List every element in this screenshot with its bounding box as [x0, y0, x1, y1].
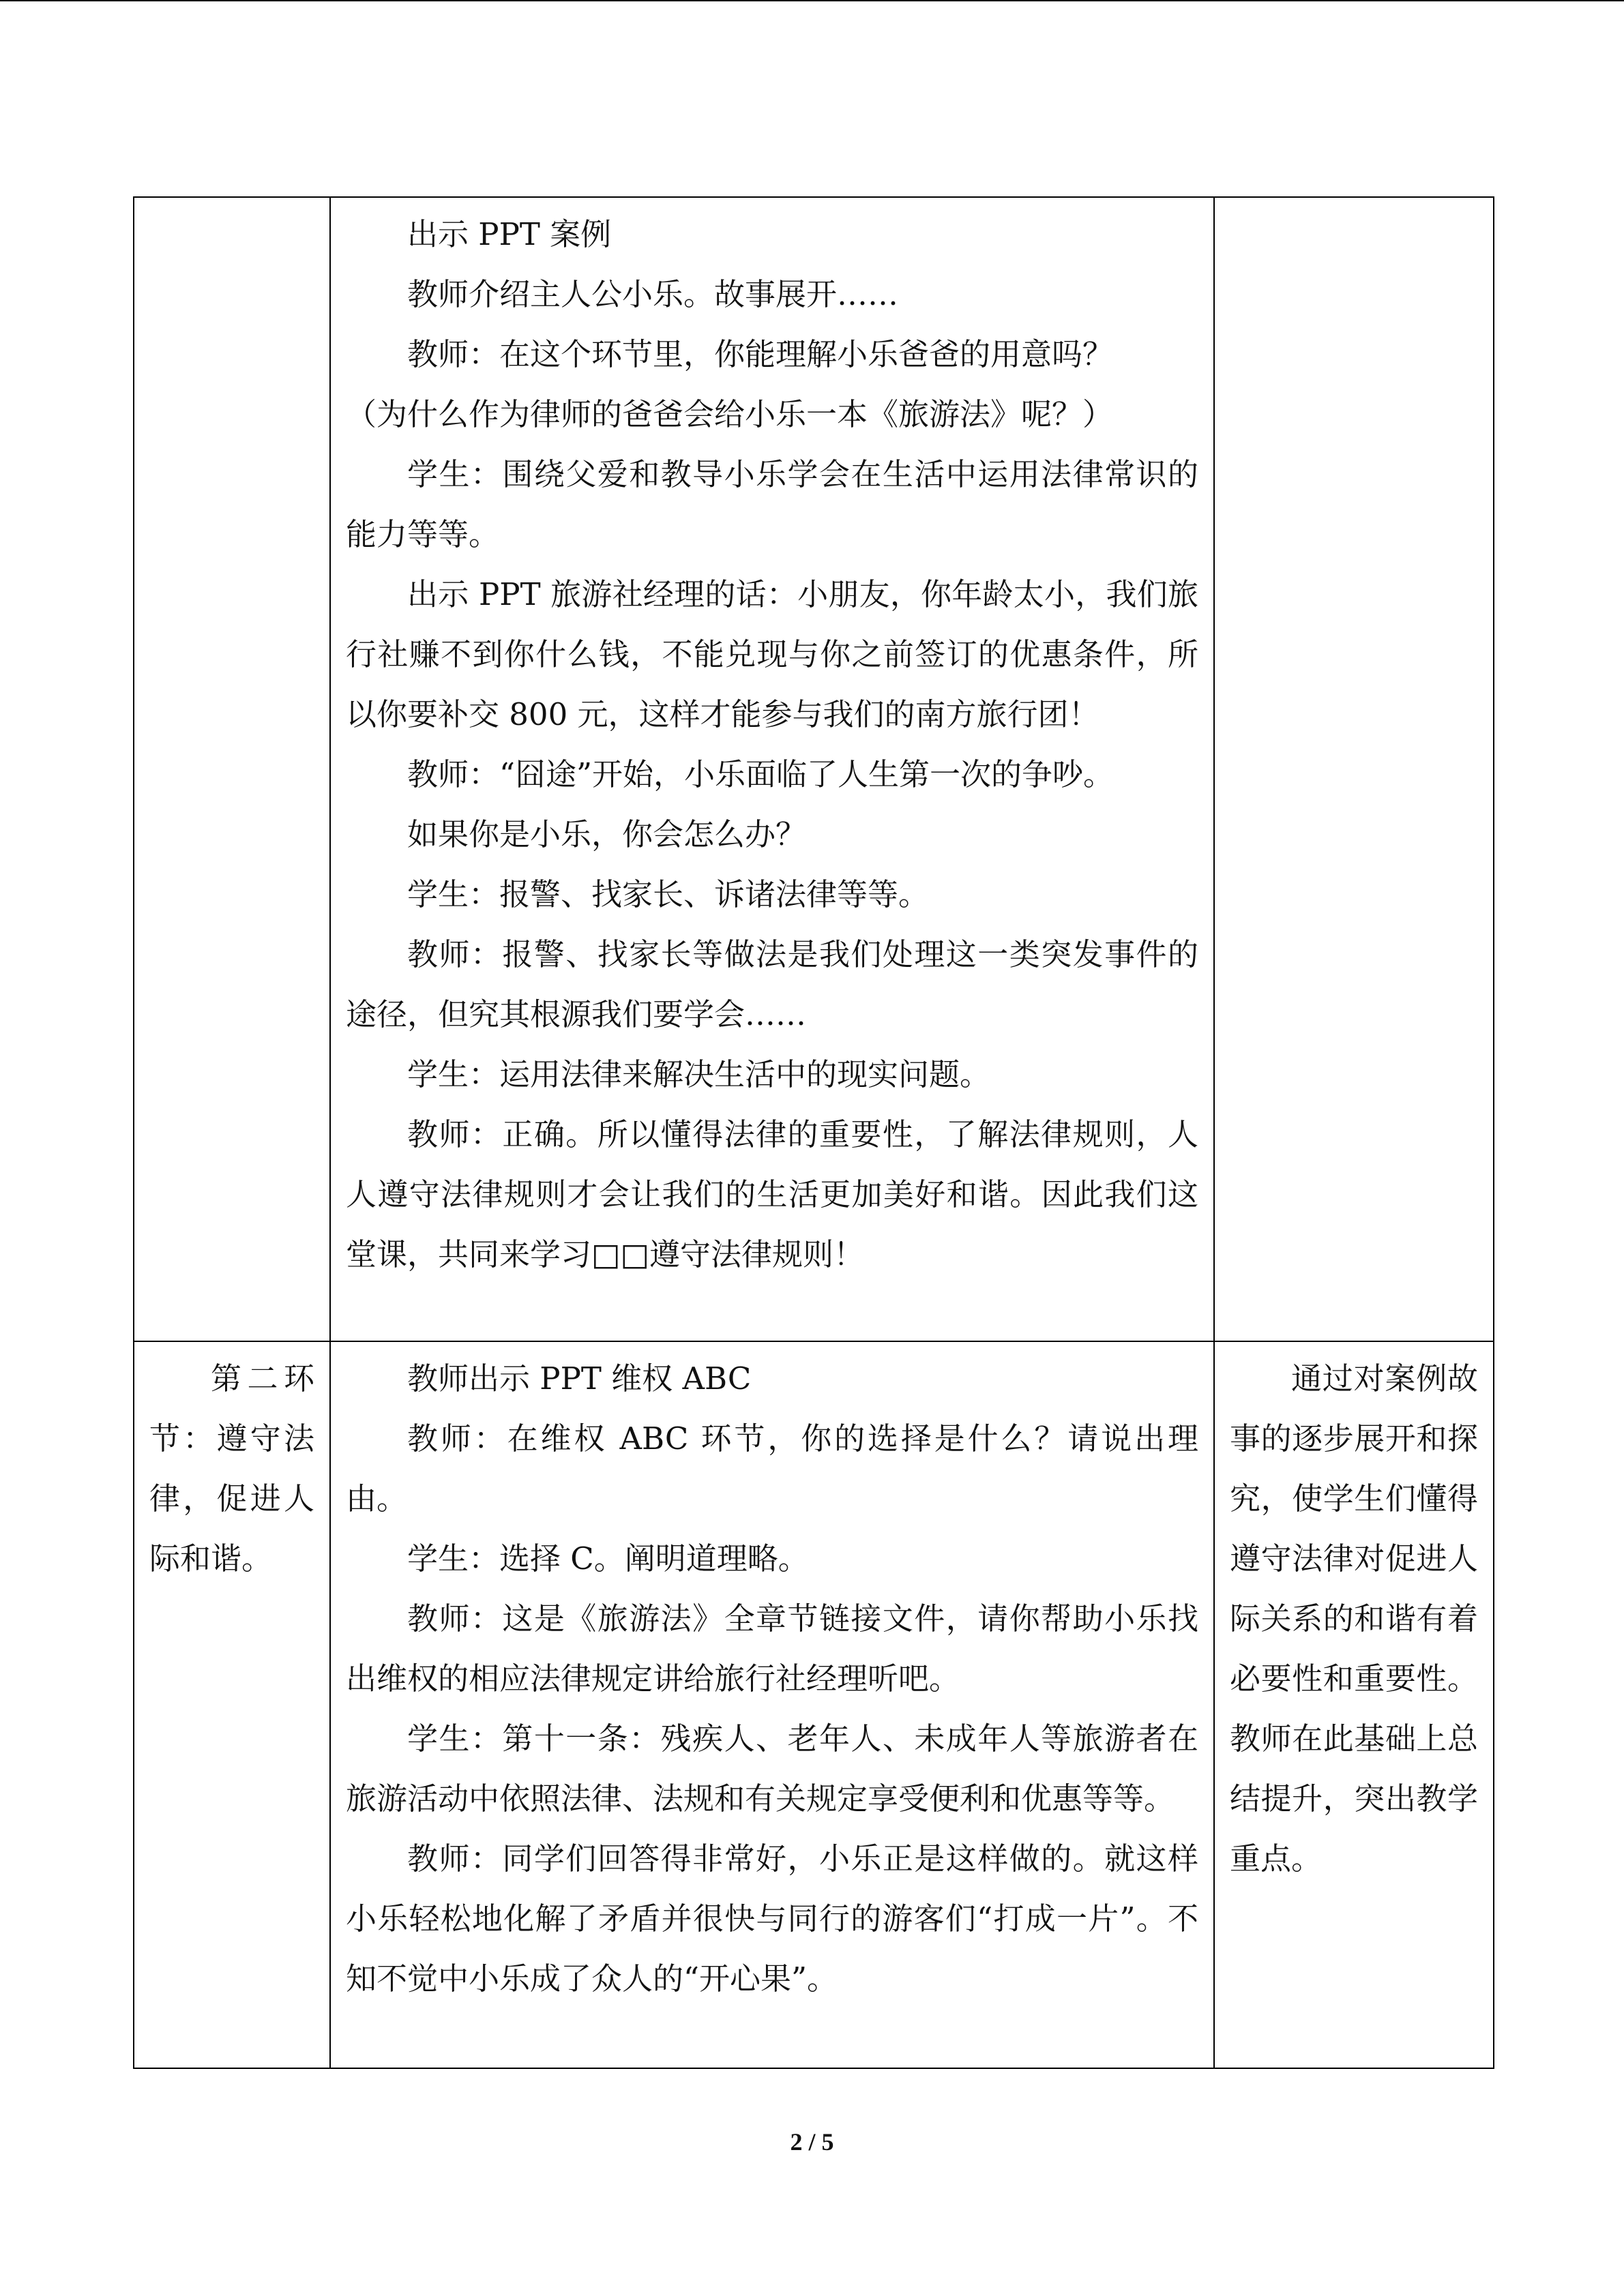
content-paragraph: 学生：选择 C。阐明道理略。	[407, 1540, 809, 1577]
content-paragraph: （为什么作为律师的爸爸会给小乐一本《旅游法》呢？）	[346, 396, 1114, 432]
content-paragraph: 学生：运用法律来解决生活中的现实问题。	[407, 1056, 991, 1092]
content-paragraph: 教师：报警、找家长等做法是我们处理这一类突发事件的途径，但究其根源我们要学会……	[346, 936, 1198, 1032]
table-row	[134, 197, 1494, 1341]
content-paragraph: 学生：报警、找家长、诉诸法律等等。	[407, 876, 930, 912]
content-paragraph: 教师：这是《旅游法》全章节链接文件，请你帮助小乐找出维权的相应法律规定讲给旅行社经理听吧。	[346, 1600, 1198, 1697]
content-paragraph: 学生：第十一条：残疾人、老年人、未成年人等旅游者在旅游活动中依照法律、法规和有关规定享受便利和优惠等等。	[346, 1720, 1198, 1817]
content-cell	[330, 197, 1214, 1341]
content-paragraph: 如果你是小乐，你会怎么办？	[407, 816, 807, 852]
content-paragraph: 教师：正确。所以懂得法律的重要性，了解法律规则，人人遵守法律规则才会让我们的生活更加美好和谐。因此我们这堂课，共同来学习□□遵守法律规则！	[346, 1116, 1198, 1272]
purpose-cell	[1214, 197, 1494, 1341]
page-indicator: 2 / 5	[790, 2128, 834, 2156]
purpose-text: 通过对案例故事的逐步展开和探究，使学生们懂得遵守法律对促进人际关系的和谐有着必要性和重要性。教师在此基础上总结提升，突出教学重点。	[1230, 1360, 1478, 1877]
stage-cell	[134, 197, 330, 1341]
content-paragraph: 教师：同学们回答得非常好，小乐正是这样做的。就这样小乐轻松地化解了矛盾并很快与同行的游客们“打成一片”。不知不觉中小乐成了众人的“开心果”。	[346, 1840, 1198, 1997]
content-paragraph: 教师介绍主人公小乐。故事展开……	[407, 276, 899, 312]
purpose-cell	[1214, 1341, 1494, 2068]
table-row	[134, 1341, 1494, 2068]
content-paragraph: 出示 PPT 旅游社经理的话：小朋友，你年龄太小，我们旅行社赚不到你什么钱，不能兑现与你之前签订的优惠条件，所以你要补交 800 元，这样才能参与我们的南方旅行团！	[346, 576, 1198, 732]
content-paragraph: 学生：围绕父爱和教导小乐学会在生活中运用法律常识的能力等等。	[346, 456, 1198, 552]
top-border-line	[0, 0, 1624, 1]
content-paragraph: 教师：“囧途”开始，小乐面临了人生第一次的争吵。	[407, 756, 1114, 792]
content-paragraph: 教师：在维权 ABC 环节，你的选择是什么？请说出理由。	[346, 1420, 1198, 1517]
content-paragraph: 出示 PPT 案例	[407, 216, 612, 252]
lesson-plan-table	[133, 196, 1494, 2069]
content-paragraph: 教师：在这个环节里，你能理解小乐爸爸的用意吗？	[407, 336, 1114, 372]
stage-text: 第二环节：遵守法律，促进人际和谐。	[149, 1360, 314, 1577]
content-cell	[330, 1341, 1214, 2068]
stage-cell	[134, 1341, 330, 2068]
content-paragraph: 教师出示 PPT 维权 ABC	[407, 1360, 752, 1397]
